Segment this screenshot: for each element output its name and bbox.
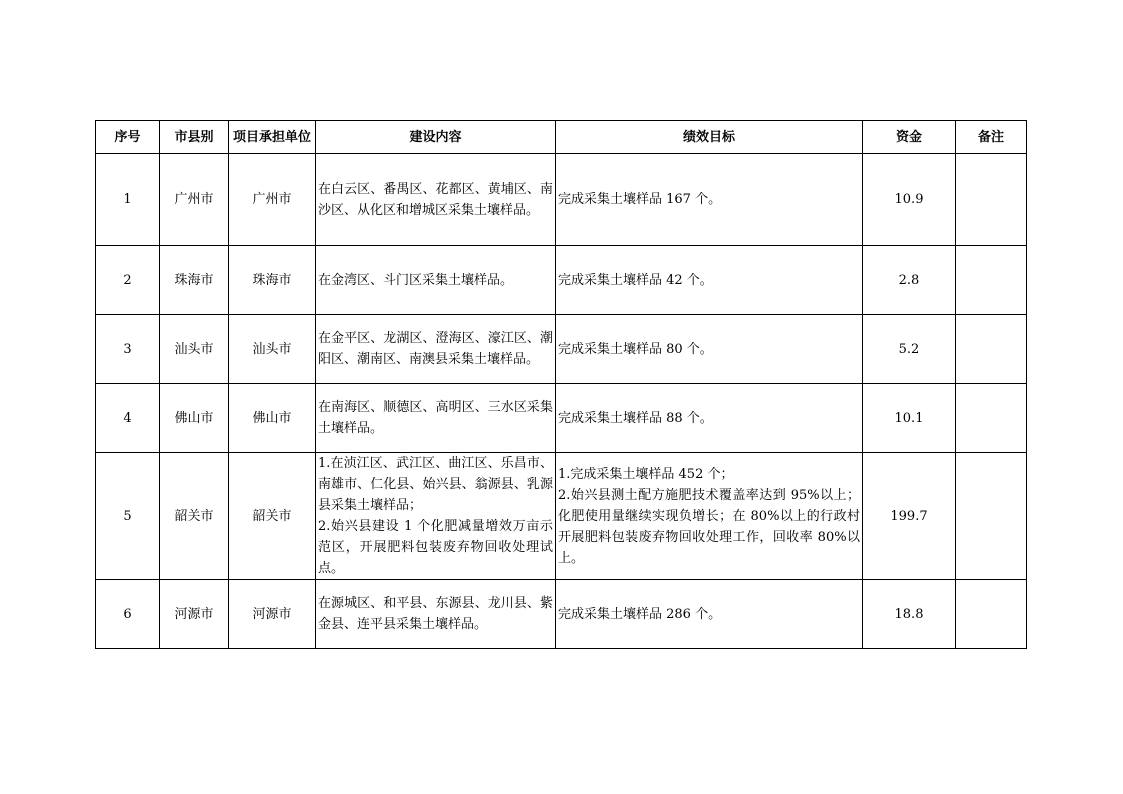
header-fund: 资金 <box>863 121 956 154</box>
cell-seq: 1 <box>96 154 160 246</box>
table-row <box>96 315 1027 384</box>
cell-fund: 10.9 <box>863 154 956 246</box>
cell-city: 韶关市 <box>160 453 229 580</box>
project-table <box>95 120 1027 649</box>
cell-note <box>956 580 1027 649</box>
cell-note <box>956 315 1027 384</box>
cell-unit: 韶关市 <box>229 453 316 580</box>
table-row <box>96 246 1027 315</box>
cell-content: 在源城区、和平县、东源县、龙川县、紫金县、连平县采集土壤样品。 <box>316 580 556 649</box>
cell-seq: 2 <box>96 246 160 315</box>
header-target: 绩效目标 <box>556 121 863 154</box>
cell-city: 河源市 <box>160 580 229 649</box>
cell-unit: 汕头市 <box>229 315 316 384</box>
cell-content: 1.在浈江区、武江区、曲江区、乐昌市、南雄市、仁化县、始兴县、翁源县、乳源县采集土壤样品； 2.始兴县建设 1 个化肥减量增效万亩示范区，开展肥料包装废弃物回收处理试点。 <box>316 453 556 580</box>
cell-note <box>956 453 1027 580</box>
cell-unit: 珠海市 <box>229 246 316 315</box>
cell-unit: 佛山市 <box>229 384 316 453</box>
cell-city: 珠海市 <box>160 246 229 315</box>
cell-content: 在金湾区、斗门区采集土壤样品。 <box>316 246 556 315</box>
cell-seq: 4 <box>96 384 160 453</box>
cell-target: 完成采集土壤样品 88 个。 <box>556 384 863 453</box>
cell-content: 在白云区、番禺区、花都区、黄埔区、南沙区、从化区和增城区采集土壤样品。 <box>316 154 556 246</box>
cell-target: 完成采集土壤样品 286 个。 <box>556 580 863 649</box>
cell-target: 1.完成采集土壤样品 452 个； 2.始兴县测土配方施肥技术覆盖率达到 95%以上；化肥使用量继续实现负增长；在 80%以上的行政村开展肥料包装废弃物回收处理工作，回收率 80%以上。 <box>556 453 863 580</box>
cell-target: 完成采集土壤样品 42 个。 <box>556 246 863 315</box>
cell-seq: 3 <box>96 315 160 384</box>
table-row <box>96 453 1027 580</box>
cell-note <box>956 384 1027 453</box>
cell-city: 佛山市 <box>160 384 229 453</box>
header-seq: 序号 <box>96 121 160 154</box>
cell-fund: 18.8 <box>863 580 956 649</box>
cell-city: 汕头市 <box>160 315 229 384</box>
cell-city: 广州市 <box>160 154 229 246</box>
header-unit: 项目承担单位 <box>229 121 316 154</box>
header-note: 备注 <box>956 121 1027 154</box>
cell-fund: 10.1 <box>863 384 956 453</box>
header-row <box>96 121 1027 154</box>
cell-fund: 199.7 <box>863 453 956 580</box>
table-row <box>96 154 1027 246</box>
header-content: 建设内容 <box>316 121 556 154</box>
table-row <box>96 384 1027 453</box>
cell-content: 在南海区、顺德区、高明区、三水区采集土壤样品。 <box>316 384 556 453</box>
cell-unit: 河源市 <box>229 580 316 649</box>
cell-note <box>956 154 1027 246</box>
cell-content: 在金平区、龙湖区、澄海区、濠江区、潮阳区、潮南区、南澳县采集土壤样品。 <box>316 315 556 384</box>
cell-fund: 5.2 <box>863 315 956 384</box>
cell-note <box>956 246 1027 315</box>
header-city: 市县别 <box>160 121 229 154</box>
cell-target: 完成采集土壤样品 80 个。 <box>556 315 863 384</box>
cell-fund: 2.8 <box>863 246 956 315</box>
cell-unit: 广州市 <box>229 154 316 246</box>
cell-seq: 6 <box>96 580 160 649</box>
table-row <box>96 580 1027 649</box>
cell-seq: 5 <box>96 453 160 580</box>
cell-target: 完成采集土壤样品 167 个。 <box>556 154 863 246</box>
